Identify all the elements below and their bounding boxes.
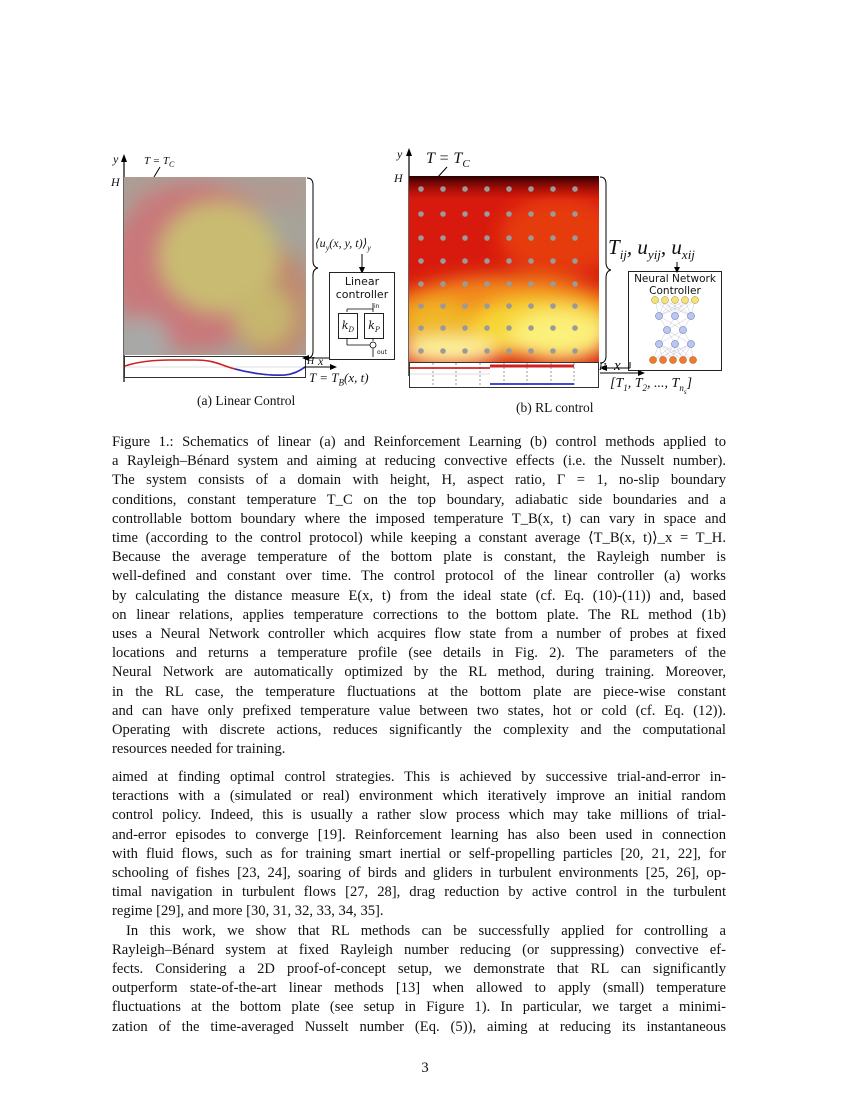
rl-bottom-profile bbox=[409, 362, 599, 388]
linear-caption: (a) Linear Control bbox=[197, 393, 296, 408]
body-line: control policy. Indeed, this is usually a rather slow process which may take millions of trial- bbox=[112, 807, 726, 824]
body-line: aimed at finding optimal control strategies. This is achieved by successive trial-and-error in- bbox=[112, 769, 726, 785]
body-line: fects. Considering a 2D proof-of-concept setup, we demonstrate that RL can significantly bbox=[112, 961, 726, 978]
linear-bottom-profile bbox=[124, 356, 306, 378]
caption-line: a Rayleigh–Bénard system and aiming at reducing convective effects (i.e. the Nusselt number). bbox=[112, 453, 726, 470]
linear-x-label: x bbox=[318, 354, 324, 368]
kd-block: $k_D$ bbox=[338, 313, 358, 339]
linear-controller-title-1: Linear bbox=[344, 275, 380, 288]
body-line: zation of the time-averaged Nusselt number (Eq. (5)), aiming at reducing its instantaneous bbox=[112, 1018, 726, 1035]
linear-controller-title-2: controller bbox=[335, 288, 389, 301]
body-line: teractions with a (simulated or real) environment which iteratively improve an initial random bbox=[112, 788, 726, 805]
caption-line: Figure 1.: Schematics of linear (a) and Reinforcement Learning (b) control methods applied to bbox=[112, 434, 726, 450]
figure-caption bbox=[112, 433, 726, 759]
caption-line: resources needed for training. bbox=[112, 741, 286, 758]
caption-line: Operating with discrete actions, reduces significantly the complexity and the computational bbox=[112, 722, 726, 739]
nn-input-arrow bbox=[672, 262, 682, 274]
kp-block: $k_P$ bbox=[364, 313, 384, 339]
linear-controller-title bbox=[330, 275, 394, 301]
linear-top-label: $T = T_C$ bbox=[144, 155, 175, 170]
nn-diagram bbox=[629, 296, 721, 370]
linear-bottom-label: $T = T_B(x$, t) bbox=[309, 370, 369, 388]
caption-line: The system consists of a domain with height, H, aspect ratio, Γ = 1, no-slip boundary bbox=[112, 472, 726, 489]
linear-temperature-field bbox=[124, 177, 306, 355]
caption-line: Because the average temperature of the bottom plate is constant, the Rayleigh number is bbox=[112, 549, 726, 566]
caption-line: well-defined and constant over time. The control protocol of the linear controller (a) works bbox=[112, 568, 726, 585]
body-line: In this work, we show that RL methods can be successfully applied for controlling a bbox=[126, 922, 726, 939]
nn-controller-box bbox=[628, 271, 722, 371]
body-line: regime [29], and more [30, 31, 32, 33, 34, 35]. bbox=[112, 903, 384, 920]
caption-line: uses a Neural Network controller which acquires flow state from a number of probes at fixed bbox=[112, 626, 726, 643]
rl-y-label: y bbox=[397, 147, 403, 161]
body-line: schooling of fishes [23, 24], soaring of birds and gliders in turbulent environments [25, 26], op- bbox=[112, 865, 726, 882]
nn-controller-title bbox=[629, 273, 721, 297]
linear-in-label: in bbox=[374, 303, 380, 310]
linear-h-side: H bbox=[307, 356, 315, 367]
linear-profile-svg bbox=[125, 357, 305, 377]
linear-field-svg bbox=[124, 177, 306, 355]
caption-line: on linear relations, applies temperature corrections to the bottom plate. The RL method (1b) bbox=[112, 606, 726, 623]
caption-line: time (according to the control protocol) while keeping a constant average ⟨T_B(x, t)⟩_x = T_H. bbox=[112, 530, 726, 547]
linear-y-label: y bbox=[113, 152, 119, 166]
body-line: Rayleigh–Bénard system at fixed Rayleigh number reducing (or suppressing) convective ef- bbox=[112, 941, 726, 958]
linear-average-label: $⟨u_y(x$, y, $t)⟩_y$ bbox=[315, 236, 371, 253]
rl-probes-svg bbox=[409, 176, 599, 362]
body-text bbox=[112, 768, 726, 1037]
rl-probe-label: $T_{ij}$, $u_{yij}$, $u_{xij}$ bbox=[608, 235, 695, 263]
caption-line: controllable bottom boundary where the imposed temperature T_B(x, t) can vary in space and bbox=[112, 510, 726, 527]
body-line: outperform state-of-the-art linear methods [13] when allowed to apply (small) temperature bbox=[112, 980, 726, 997]
rl-h-side: H bbox=[599, 362, 607, 373]
nn-title-line-2: Controller bbox=[649, 285, 701, 297]
nn-title-line-1: Neural Network bbox=[634, 273, 716, 285]
body-line: and-error episodes to converge [19]. Reinforcement learning has also been used in connection bbox=[112, 826, 726, 843]
caption-line: and can have only prefixed temperature value between two states, hot or cold (cf. Eq. (12)). bbox=[112, 702, 726, 719]
rl-temps-label: [$T_1$, $T_2$, ..., $T_{n_s}$] bbox=[610, 376, 693, 396]
body-line: with fluid flows, such as for training smart inertial or self-propelling particles [20, 21, 22], for bbox=[112, 845, 726, 862]
rl-x-label: x bbox=[614, 358, 621, 374]
body-line: fluctuations at the bottom plate (see setup in Figure 1). In particular, we target a minimi- bbox=[112, 999, 726, 1016]
linear-controller-box bbox=[329, 272, 395, 360]
rl-h-label: H bbox=[394, 171, 403, 185]
linear-h-label: H bbox=[111, 175, 120, 189]
caption-line: locations and returns a temperature profile (see details in Fig. 2). The parameters of the bbox=[112, 645, 726, 662]
linear-out-label: out bbox=[377, 349, 387, 356]
caption-line: by calculating the distance measure E(x, t) from the ideal state (cf. Eq. (10)-(11)) and, based bbox=[112, 587, 726, 604]
rl-probe-grid bbox=[409, 176, 599, 362]
rl-top-label: $T = T_C$ bbox=[426, 150, 470, 171]
rl-profile-svg bbox=[410, 363, 598, 387]
caption-line: Neural Network are automatically optimized by the RL method, during training. Moreover, bbox=[112, 664, 726, 681]
caption-line: conditions, constant temperature T_C on the top boundary, adiabatic side boundaries and a bbox=[112, 491, 726, 508]
rl-brace bbox=[598, 176, 612, 364]
page-number: 3 bbox=[421, 1060, 429, 1076]
rl-caption: (b) RL control bbox=[516, 400, 594, 415]
caption-line: in the RL case, the temperature fluctuations at the bottom plate are piece-wise constant bbox=[112, 683, 726, 700]
body-line: timal navigation in turbulent flows [27, 28], drag reduction by active control in the turbulent bbox=[112, 884, 726, 901]
